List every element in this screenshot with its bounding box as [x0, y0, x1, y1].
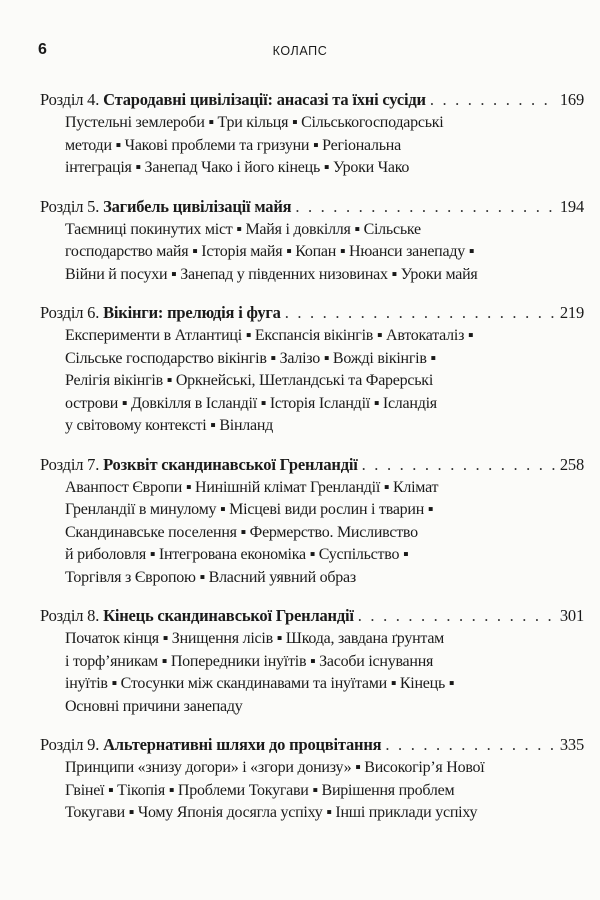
- chapter-heading[interactable]: [40, 301, 584, 325]
- chapter-page-number: 169: [559, 90, 584, 109]
- subtopics-line: Гвінеї ▪ Тікопія ▪ Проблеми Токугави ▪ Вирішення проблем: [65, 781, 455, 799]
- dot-leader: [385, 733, 555, 757]
- chapter-page-number: 194: [559, 196, 584, 216]
- chapter-page-number: 258: [559, 454, 584, 474]
- chapter-label: Розділ 7.: [40, 454, 100, 474]
- chapter-title: Загибель цивілізації майя: [103, 196, 292, 216]
- dot-leader: [285, 301, 556, 325]
- chapter-label: Розділ 4.: [40, 90, 100, 109]
- running-title: КОЛАПС: [272, 44, 328, 58]
- toc-chapter: [40, 453, 584, 590]
- subtopics-line: Аванпост Європи ▪ Нинішній клімат Гренландії ▪ Клімат: [65, 478, 439, 496]
- chapter-heading[interactable]: [40, 453, 584, 477]
- dot-leader: [295, 195, 555, 219]
- chapter-page-number: 219: [559, 303, 584, 322]
- chapter-label: Розділ 5.: [40, 196, 100, 216]
- chapter-heading[interactable]: [40, 195, 584, 219]
- table-of-contents: [40, 88, 584, 840]
- subtopics-line: у світовому контексті ▪ Вінланд: [65, 417, 274, 434]
- subtopics-line: і торф’яникам ▪ Попередники інуїтів ▪ Засоби існування: [65, 652, 434, 670]
- dot-leader: [358, 604, 556, 628]
- chapter-heading[interactable]: [40, 733, 584, 757]
- chapter-label: Розділ 6.: [40, 303, 100, 322]
- toc-chapter: [40, 301, 584, 438]
- chapter-heading[interactable]: [40, 604, 584, 628]
- toc-chapter: [40, 195, 584, 287]
- subtopics-line: Експерименти в Атлантиці ▪ Експансія вікінгів ▪ Автокаталіз ▪: [65, 327, 474, 344]
- chapter-label: Розділ 8.: [40, 606, 100, 625]
- chapter-page-number: 335: [559, 735, 584, 754]
- chapter-title: Кінець скандинавської Гренландії: [103, 606, 354, 625]
- subtopics-line: Основні причини занепаду: [65, 697, 243, 715]
- toc-chapter: [40, 733, 584, 825]
- dot-leader: [362, 453, 556, 477]
- subtopics-line: Релігія вікінгів ▪ Оркнейські, Шетландські та Фарерські: [65, 372, 434, 389]
- subtopics-line: Торгівля з Європою ▪ Власний уявний образ: [65, 568, 356, 586]
- subtopics-line: острови ▪ Довкілля в Ісландії ▪ Історія Ісландії ▪ Ісландія: [65, 394, 437, 412]
- toc-chapter: [40, 604, 584, 718]
- subtopics-line: Початок кінця ▪ Знищення лісів ▪ Шкода, завдана ґрунтам: [65, 630, 445, 647]
- subtopics-line: Скандинавське поселення ▪ Фермерство. Мисливство: [65, 523, 418, 541]
- subtopics-line: інтеграція ▪ Занепад Чако і його кінець ▪ Уроки Чако: [65, 159, 410, 176]
- subtopics-line: й риболовля ▪ Інтегрована економіка ▪ Суспільство ▪: [65, 546, 409, 563]
- subtopics-line: Гренландії в минулому ▪ Місцеві види рослин і тварин ▪: [65, 501, 434, 518]
- subtopics-line: інуїтів ▪ Стосунки між скандинавами та інуїтами ▪ Кінець ▪: [65, 675, 455, 692]
- subtopics-line: Війни й посухи ▪ Занепад у південних низовинах ▪ Уроки майя: [65, 265, 478, 283]
- page-number: 6: [38, 41, 47, 58]
- chapter-title: Стародавні цивілізації: анасазі та їхні сусіди: [103, 90, 426, 109]
- chapter-title: Розквіт скандинавської Гренландії: [103, 454, 358, 474]
- subtopics-line: Принципи «знизу догори» і «згори донизу» ▪ Високогір’я Нової: [65, 759, 485, 776]
- chapter-label: Розділ 9.: [40, 735, 100, 754]
- subtopics-line: Токугави ▪ Чому Японія досягла успіху ▪ Інші приклади успіху: [65, 804, 478, 821]
- subtopics-line: Пустельні землероби ▪ Три кільця ▪ Сільськогосподарські: [65, 114, 444, 131]
- chapter-title: Вікінги: прелюдія і фуга: [103, 303, 281, 322]
- chapter-title: Альтернативні шляхи до процвітання: [103, 735, 382, 754]
- subtopics-line: Таємниці покинутих міст ▪ Майя і довкілля ▪ Сільське: [65, 220, 421, 238]
- chapter-heading[interactable]: [40, 88, 584, 112]
- subtopics-line: господарство майя ▪ Історія майя ▪ Копан ▪ Нюанси занепаду ▪: [65, 243, 475, 260]
- chapter-page-number: 301: [559, 606, 584, 625]
- subtopics-line: методи ▪ Чакові проблеми та гризуни ▪ Регіональна: [65, 136, 401, 154]
- subtopics-line: Сільське господарство вікінгів ▪ Залізо ▪ Вожді вікінгів ▪: [65, 349, 436, 367]
- dot-leader: [430, 88, 556, 112]
- toc-chapter: [40, 88, 584, 180]
